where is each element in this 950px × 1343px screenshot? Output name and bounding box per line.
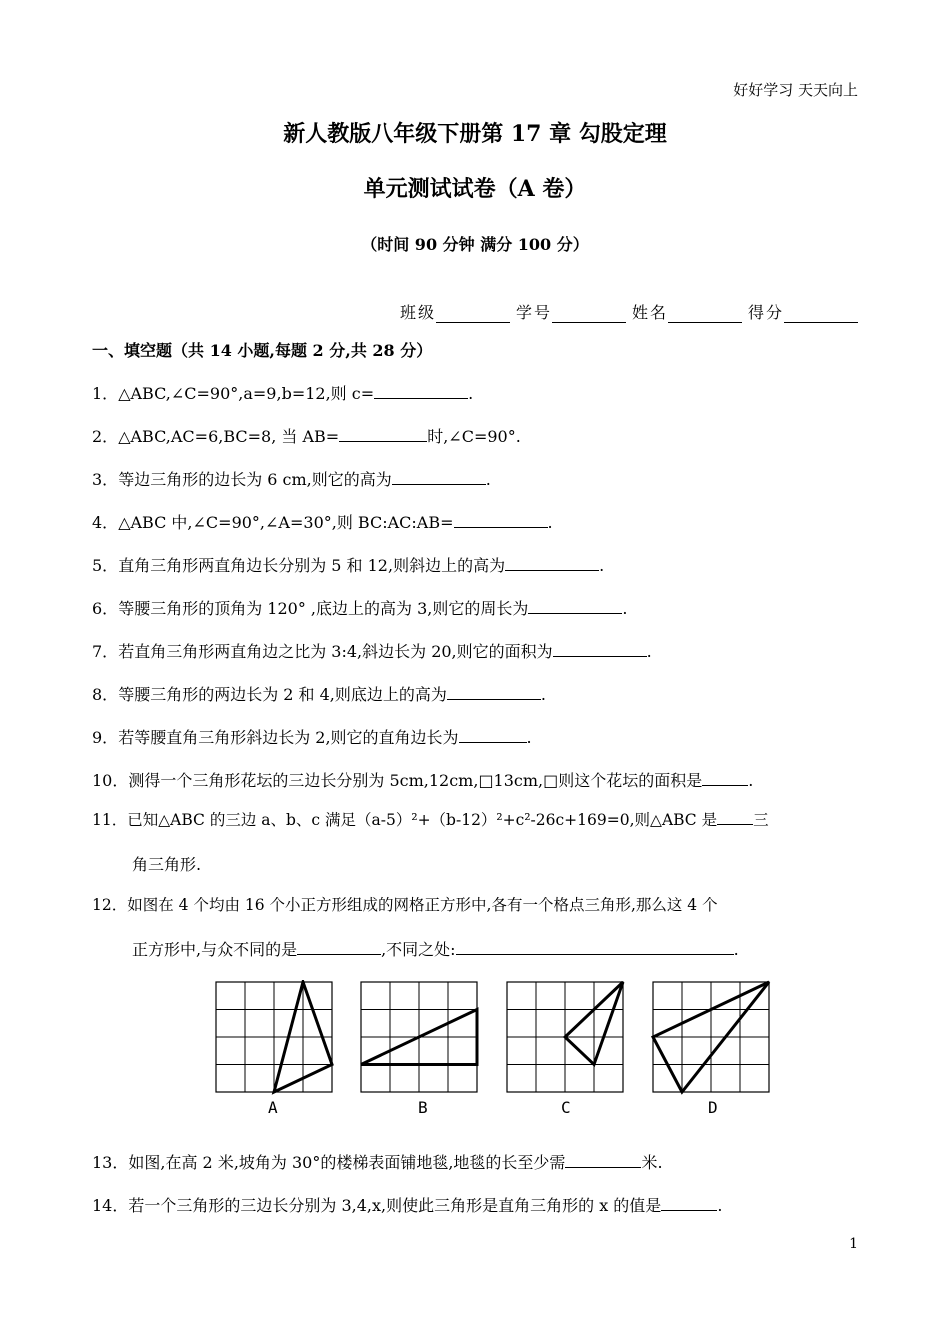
question-12: 12．如图在 4 个均由 16 个小正方形组成的网格正方形中,各有一个格点三角形,那么这 4 个 xyxy=(92,896,718,914)
question-11: 11．已知△ABC 的三边 a、b、c 满足（a-5）²+（b-12）²+c²-26c+169=0,则△ABC 是 三 xyxy=(92,811,769,829)
answer-blank[interactable] xyxy=(661,1196,717,1211)
question-6: 6．等腰三角形的顶角为 120° ,底边上的高为 3,则它的周长为 . xyxy=(92,599,628,618)
figure-label-b: B xyxy=(418,1098,428,1117)
figure-label-c: C xyxy=(561,1098,571,1117)
figure-label-d: D xyxy=(708,1098,718,1117)
question-5: 5．直角三角形两直角边长分别为 5 和 12,则斜边上的高为 . xyxy=(92,556,605,575)
answer-blank[interactable] xyxy=(528,599,622,614)
question-9: 9．若等腰直角三角形斜边长为 2,则它的直角边长为 . xyxy=(92,728,532,747)
answer-blank[interactable] xyxy=(717,810,753,825)
figure-label-a: A xyxy=(268,1098,278,1117)
grid-figures xyxy=(214,980,774,1122)
answer-blank[interactable] xyxy=(504,940,734,955)
question-14: 14．若一个三角形的三边长分别为 3,4,x,则使此三角形是直角三角形的 x 的值是 . xyxy=(92,1196,723,1215)
student-info-row xyxy=(400,300,858,323)
grid-figure-d xyxy=(653,982,769,1092)
question-2: 2．△ABC,AC=6,BC=8, 当 AB= 时,∠C=90°. xyxy=(92,427,521,446)
question-3: 3．等边三角形的边长为 6 cm,则它的高为 . xyxy=(92,470,491,489)
header-motto: 好好学习 天天向上 xyxy=(733,81,858,99)
question-1: 1．△ABC,∠C=90°,a=9,b=12,则 c= . xyxy=(92,384,474,403)
class-label: 班级 xyxy=(399,303,436,322)
answer-blank[interactable] xyxy=(447,685,541,700)
score-field[interactable] xyxy=(784,304,858,323)
question-4: 4．△ABC 中,∠C=90°,∠A=30°,则 BC:AC:AB= . xyxy=(92,513,553,532)
answer-blank[interactable] xyxy=(374,384,468,399)
question-7: 7．若直角三角形两直角边之比为 3:4,斜边长为 20,则它的面积为 . xyxy=(92,642,652,661)
student-id-field[interactable] xyxy=(552,304,626,323)
question-11-continued: 角三角形. xyxy=(132,855,202,874)
exam-time-score: （时间 90 分钟 满分 100 分） xyxy=(361,235,589,254)
name-label: 姓名 xyxy=(631,303,668,322)
name-field[interactable] xyxy=(668,304,742,323)
question-13: 13．如图,在高 2 米,坡角为 30°的楼梯表面铺地毯,地毯的长至少需 米. xyxy=(92,1153,663,1172)
question-12-continued: 正方形中,与众不同的是 ,不同之处: . xyxy=(132,940,739,959)
page-number: 1 xyxy=(849,1236,858,1252)
answer-blank[interactable] xyxy=(553,642,647,657)
grid-figure-a xyxy=(216,982,332,1092)
answer-blank[interactable] xyxy=(459,728,527,743)
answer-blank[interactable] xyxy=(456,940,504,955)
question-8: 8．等腰三角形的两边长为 2 和 4,则底边上的高为 . xyxy=(92,685,546,704)
answer-blank[interactable] xyxy=(392,470,486,485)
answer-blank[interactable] xyxy=(297,940,381,955)
score-label: 得分 xyxy=(747,303,784,322)
grid-figure-b xyxy=(361,982,477,1092)
section-heading: 一、填空题（共 14 小题,每题 2 分,共 28 分） xyxy=(92,341,433,360)
answer-blank[interactable] xyxy=(505,556,599,571)
answer-blank[interactable] xyxy=(454,513,548,528)
grid-figure-c xyxy=(507,982,623,1092)
grid-figures-svg xyxy=(214,980,774,1122)
student-id-label: 学号 xyxy=(515,303,552,322)
question-10: 10．测得一个三角形花坛的三边长分别为 5cm,12cm,□13cm,□则这个花坛的面积是 . xyxy=(92,771,754,790)
answer-blank[interactable] xyxy=(702,771,748,786)
answer-blank[interactable] xyxy=(339,427,427,442)
class-field[interactable] xyxy=(436,304,510,323)
exam-subtitle: 单元测试试卷（A 卷） xyxy=(363,176,587,202)
exam-title: 新人教版八年级下册第 17 章 勾股定理 xyxy=(283,121,667,147)
answer-blank[interactable] xyxy=(565,1153,641,1168)
